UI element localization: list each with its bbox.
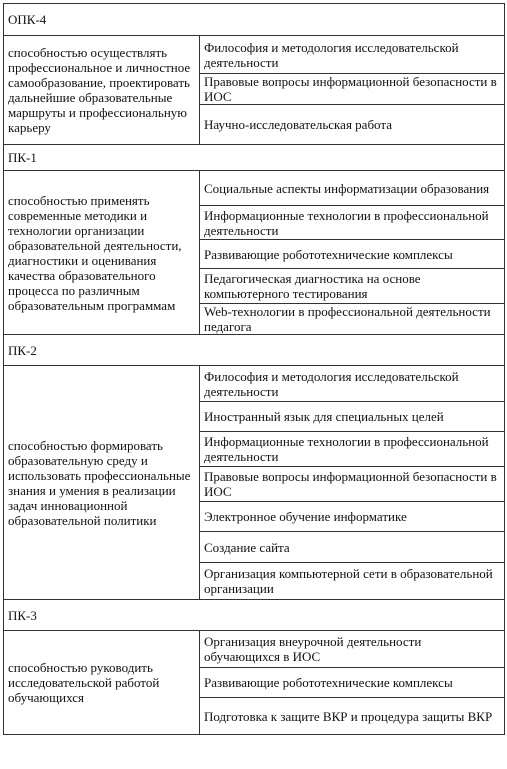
- subject-name: Иностранный язык для специальных целей: [200, 402, 505, 432]
- subject-name: Web-технологии в профессиональной деятельности педагога: [200, 304, 505, 335]
- competency-code-row: [4, 335, 505, 366]
- subject-name: Электронное обучение информатике: [200, 502, 505, 532]
- competency-table: [3, 3, 505, 735]
- subject-name: Информационные технологии в профессиональной деятельности: [200, 432, 505, 467]
- subject-name: Развивающие робототехнические комплексы: [200, 668, 505, 698]
- competency-code-row: [4, 145, 505, 171]
- competency-description: способностью формировать образовательную среду и использовать профессиональные знания и умения в реализации задач инновационной образовательной политики: [4, 366, 200, 600]
- competency-description: способностью руководить исследовательской работой обучающихся: [4, 631, 200, 735]
- competency-table-body: [4, 4, 505, 735]
- subject-name: Педагогическая диагностика на основе компьютерного тестирования: [200, 269, 505, 304]
- subject-name: Организация компьютерной сети в образовательной организации: [200, 563, 505, 600]
- subject-row: [4, 171, 505, 206]
- competency-description: способностью осуществлять профессиональное и личностное самообразование, проектировать дальнейшие образовательные маршруты и профессиональную карьеру: [4, 36, 200, 145]
- subject-name: Научно-исследовательская работа: [200, 105, 505, 145]
- subject-row: [4, 36, 505, 74]
- competency-description: способностью применять современные методики и технологии организации образовательной деятельности, диагностики и оценивания качества образовательного процесса по различным образовательным программам: [4, 171, 200, 335]
- subject-name: Философия и методология исследовательской деятельности: [200, 36, 505, 74]
- subject-name: Организация внеурочной деятельности обучающихся в ИОС: [200, 631, 505, 668]
- subject-name: Правовые вопросы информационной безопасности в ИОС: [200, 467, 505, 502]
- competency-code: ОПК-4: [4, 4, 505, 36]
- subject-name: Социальные аспекты информатизации образования: [200, 171, 505, 206]
- subject-row: [4, 631, 505, 668]
- competency-code: ПК-1: [4, 145, 505, 171]
- subject-row: [4, 366, 505, 402]
- subject-name: Развивающие робототехнические комплексы: [200, 240, 505, 269]
- subject-name: Правовые вопросы информационной безопасности в ИОС: [200, 74, 505, 105]
- subject-name: Информационные технологии в профессиональной деятельности: [200, 206, 505, 240]
- subject-name: Подготовка к защите ВКР и процедура защиты ВКР: [200, 698, 505, 735]
- subject-name: Создание сайта: [200, 532, 505, 563]
- competency-code-row: [4, 4, 505, 36]
- competency-code-row: [4, 600, 505, 631]
- competency-code: ПК-2: [4, 335, 505, 366]
- subject-name: Философия и методология исследовательской деятельности: [200, 366, 505, 402]
- competency-code: ПК-3: [4, 600, 505, 631]
